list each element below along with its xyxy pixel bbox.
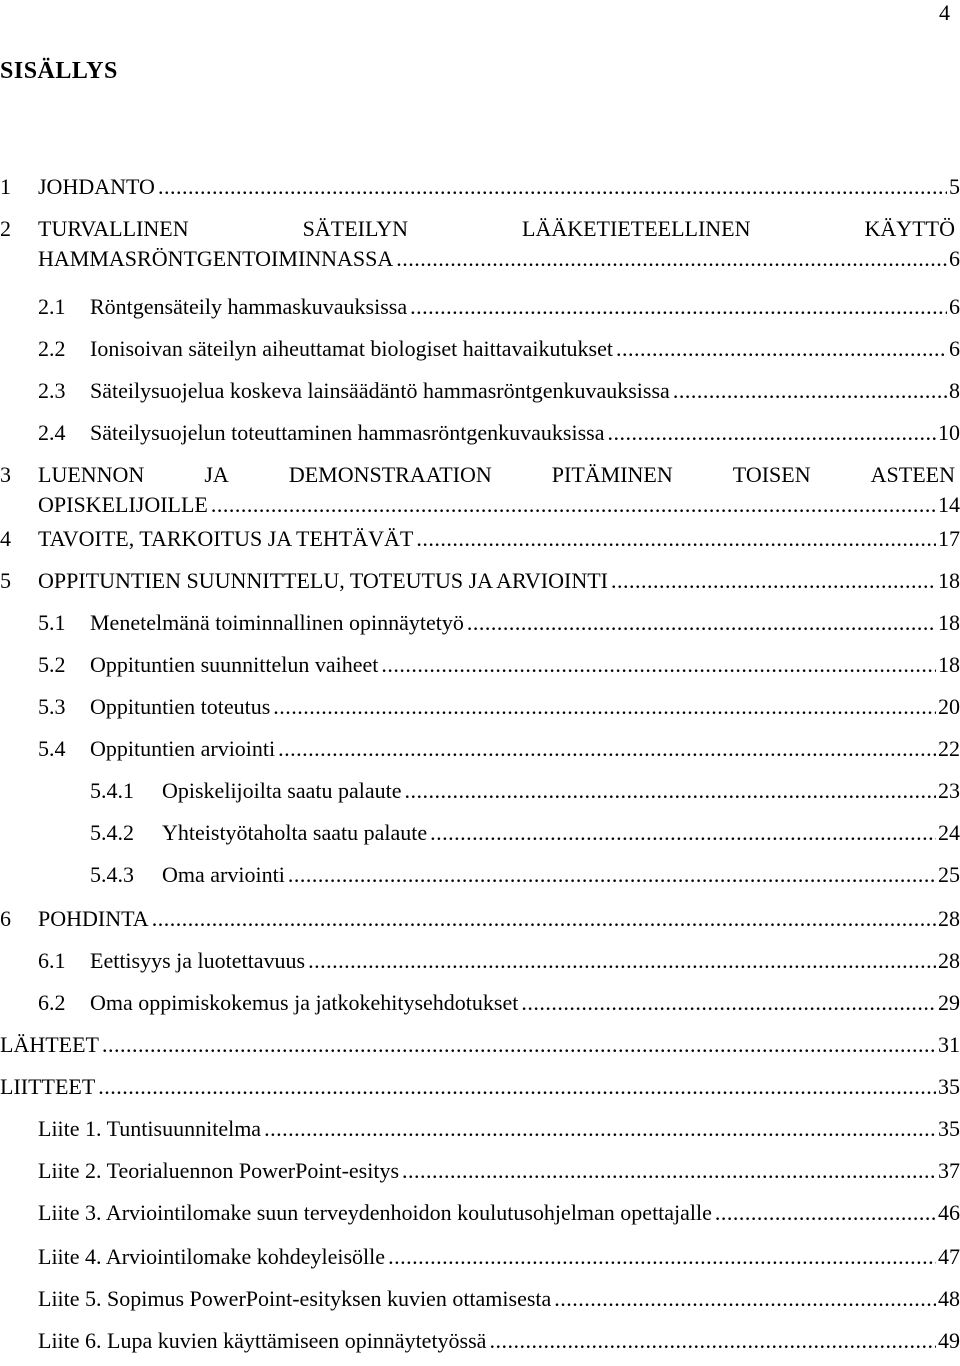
page-title: SISÄLLYS [0,58,118,84]
toc-dot-leader [607,418,936,448]
toc-entry[interactable] [0,1284,960,1314]
toc-entry-title: JOHDANTO [38,174,155,199]
toc-entry-page: 35 [938,1074,960,1099]
toc-entry-number: 5.4 [38,736,66,761]
toc-entry-page: 49 [938,1328,960,1353]
toc-entry-page: 14 [938,492,960,517]
toc-entry-line [90,608,960,638]
toc-entry[interactable] [0,608,960,638]
toc-entry-first-line [38,460,955,490]
toc-entry-title: TAVOITE, TARKOITUS JA TEHTÄVÄT [38,526,414,551]
toc-entry[interactable] [0,776,960,806]
toc-entry-page: 25 [938,862,960,887]
toc-dot-leader [554,1284,936,1314]
toc-entry-title: Yhteistyötaholta saatu palaute [162,820,428,845]
toc-dot-leader [715,1198,936,1228]
toc-dot-leader [611,566,936,596]
toc-entry-line [38,490,960,520]
toc-entry-page: 28 [938,906,960,931]
toc-dot-leader [416,524,936,554]
toc-entry-line [90,334,960,364]
toc-entry-line [162,776,960,806]
toc-entry[interactable] [0,946,960,976]
toc-entry-title: Ionisoivan säteilyn aiheuttamat biologiset haittavaikutukset [90,336,613,361]
toc-entry-page: 47 [938,1244,960,1269]
toc-entry-title: LIITTEET [0,1074,96,1099]
toc-dot-leader [288,860,936,890]
toc-entry-page: 8 [949,378,960,403]
toc-entry-page: 46 [938,1200,960,1225]
toc-dot-leader [98,1072,936,1102]
toc-entry-title: Eettisyys ja luotettavuus [90,948,306,973]
toc-dot-leader [388,1242,936,1272]
toc-entry-number: 2.2 [38,336,66,361]
toc-entry[interactable] [0,244,960,274]
toc-entry-page: 6 [949,294,960,319]
toc-entry-word: LUENNON [38,462,145,487]
toc-entry-number: 5.3 [38,694,66,719]
toc-entry-number: 6.1 [38,948,66,973]
toc-entry-line [38,1242,960,1272]
toc-entry-number: 2.4 [38,420,66,445]
toc-entry-line [90,988,960,1018]
toc-entry-title: Liite 5. Sopimus PowerPoint-esityksen kuvien ottamisesta [38,1286,552,1311]
toc-entry[interactable] [0,376,960,406]
toc-entry-title: Liite 1. Tuntisuunnitelma [38,1116,262,1141]
toc-entry-page: 31 [938,1032,960,1057]
toc-entry[interactable] [0,1242,960,1272]
page-number: 4 [939,0,950,25]
toc-dot-leader [402,1156,936,1186]
toc-entry-title: Liite 2. Teorialuennon PowerPoint-esitys [38,1158,400,1183]
toc-entry-word: KÄYTTÖ [864,216,955,241]
toc-entry[interactable] [0,860,960,890]
toc-entry-number: 5.2 [38,652,66,677]
toc-entry-number: 5.4.2 [90,820,134,845]
toc-entry-line [162,860,960,890]
toc-entry-page: 6 [949,246,960,271]
toc-entry-line [38,1284,960,1314]
toc-entry-title: Oppituntien toteutus [90,694,271,719]
toc-dot-leader [158,172,947,202]
toc-dot-leader [102,1030,936,1060]
toc-entry[interactable] [0,1072,960,1102]
toc-entry-line [38,524,960,554]
toc-entry-number: 1 [0,174,11,199]
toc-entry-page: 23 [938,778,960,803]
toc-dot-leader [308,946,936,976]
toc-entry-line [162,818,960,848]
toc-entry-page: 37 [938,1158,960,1183]
toc-entry-line [38,244,960,274]
toc-entry-title: OPPITUNTIEN SUUNNITTELU, TOTEUTUS JA ARVIOINTI [38,568,609,593]
toc-entry-page: 6 [949,336,960,361]
toc-entry-number: 6 [0,906,11,931]
toc-entry[interactable] [0,734,960,764]
toc-entry-title: Oma arviointi [162,862,285,887]
toc-entry-title: Liite 3. Arviointilomake suun terveydenhoidon koulutusohjelman opettajalle [38,1200,712,1225]
toc-entry-number: 5.1 [38,610,66,635]
toc-entry-title: Liite 6. Lupa kuvien käyttämiseen opinnäytetyössä [38,1328,487,1353]
toc-dot-leader [616,334,947,364]
toc-entry[interactable] [0,904,960,934]
toc-entry-number: 5.4.3 [90,862,134,887]
toc-entry-line [38,172,960,202]
toc-entry[interactable] [0,692,960,722]
toc-entry-page: 10 [938,420,960,445]
toc-entry-title: Menetelmänä toiminnallinen opinnäytetyö [90,610,464,635]
toc-entry-page: 20 [938,694,960,719]
toc-entry-number: 2.1 [38,294,66,319]
toc-dot-leader [273,692,936,722]
toc-entry-number: 4 [0,526,11,551]
toc-entry-title: Opiskelijoilta saatu palaute [162,778,402,803]
toc-entry-line [38,1198,960,1228]
toc-entry-word: SÄTEILYN [302,216,408,241]
toc-entry-line [90,376,960,406]
toc-entry[interactable] [0,524,960,554]
toc-entry-number: 2 [0,216,11,241]
toc-entry-number: 6.2 [38,990,66,1015]
toc-dot-leader [396,244,947,274]
toc-entry-number: 5.4.1 [90,778,134,803]
toc-entry-title: LÄHTEET [0,1032,99,1057]
toc-entry-line [90,946,960,976]
toc-entry-number: 2.3 [38,378,66,403]
toc-entry-page: 18 [938,568,960,593]
toc-entry-page: 29 [938,990,960,1015]
toc-dot-leader [521,988,936,1018]
toc-entry-title: Oma oppimiskokemus ja jatkokehitysehdotukset [90,990,519,1015]
toc-dot-leader [673,376,947,406]
toc-entry-word: PITÄMINEN [551,462,673,487]
toc-entry-line [90,292,960,322]
toc-entry[interactable] [0,418,960,448]
toc-entry-line [0,1030,960,1060]
toc-entry-word: ASTEEN [870,462,955,487]
toc-dot-leader [467,608,936,638]
toc-entry-line [90,418,960,448]
toc-entry-title: HAMMASRÖNTGENTOIMINNASSA [38,246,394,271]
toc-entry-page: 18 [938,610,960,635]
toc-entry-page: 17 [938,526,960,551]
toc-entry[interactable] [0,490,960,520]
toc-entry-word: DEMONSTRAATION [288,462,492,487]
toc-entry-title: Liite 4. Arviointilomake kohdeyleisölle [38,1244,386,1269]
toc-entry[interactable] [0,334,960,364]
toc-entry-title: Oppituntien arviointi [90,736,276,761]
toc-entry[interactable] [0,172,960,202]
toc-dot-leader [430,818,936,848]
toc-entry-number: 3 [0,462,11,487]
toc-entry-line [38,566,960,596]
toc-entry-first-line [38,214,955,244]
toc-dot-leader [152,904,936,934]
toc-dot-leader [410,292,947,322]
toc-entry-line [38,1114,960,1144]
toc-entry-word: TURVALLINEN [38,216,189,241]
toc-entry-line [38,1156,960,1186]
toc-entry[interactable] [0,818,960,848]
toc-entry-title: POHDINTA [38,906,149,931]
toc-entry-number: 5 [0,568,11,593]
toc-dot-leader [405,776,937,806]
toc-entry-title: Röntgensäteily hammaskuvauksissa [90,294,408,319]
toc-entry-page: 18 [938,652,960,677]
toc-entry-page: 22 [938,736,960,761]
toc-entry[interactable] [0,1114,960,1144]
toc-dot-leader [264,1114,936,1144]
toc-entry-wrapped-line [0,460,960,490]
toc-entry[interactable] [0,1156,960,1186]
toc-entry[interactable] [0,1198,960,1228]
toc-entry-title: Säteilysuojelun toteuttaminen hammasröntgenkuvauksissa [90,420,605,445]
toc-entry-title: Säteilysuojelua koskeva lainsäädäntö hammasröntgenkuvauksissa [90,378,670,403]
toc-entry-page: 24 [938,820,960,845]
toc-dot-leader [211,490,936,520]
toc-entry[interactable] [0,1030,960,1060]
toc-entry-line [90,734,960,764]
toc-entry-title: OPISKELIJOILLE [38,492,208,517]
toc-entry[interactable] [0,292,960,322]
toc-dot-leader [381,650,936,680]
toc-entry[interactable] [0,566,960,596]
toc-entry-title: Oppituntien suunnittelun vaiheet [90,652,379,677]
toc-entry-line [38,904,960,934]
toc-dot-leader [278,734,936,764]
toc-entry-wrapped-line [0,214,960,244]
toc-entry-word: JA [204,462,229,487]
toc-entry-word: TOISEN [732,462,811,487]
toc-entry[interactable] [0,650,960,680]
toc-entry[interactable] [0,988,960,1018]
toc-entry-line [38,1326,960,1356]
toc-entry[interactable] [0,1326,960,1356]
toc-entry-page: 28 [938,948,960,973]
toc-entry-page: 35 [938,1116,960,1141]
toc-entry-line [90,650,960,680]
toc-entry-line [90,692,960,722]
toc-dot-leader [489,1326,936,1356]
toc-entry-word: LÄÄKETIETEELLINEN [522,216,751,241]
toc-entry-page: 48 [938,1286,960,1311]
toc-entry-line [0,1072,960,1102]
toc-entry-page: 5 [949,174,960,199]
